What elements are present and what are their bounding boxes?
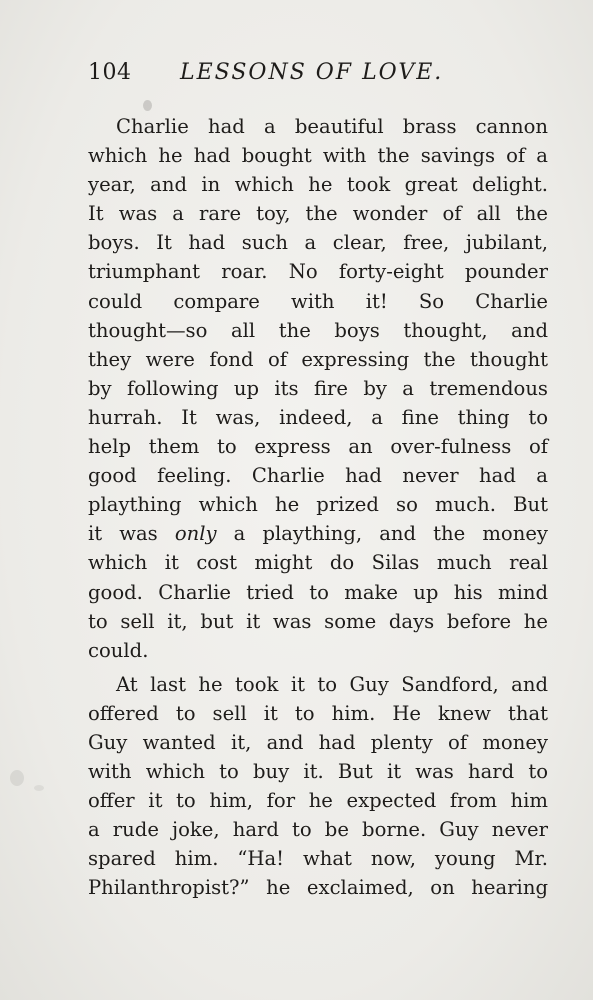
text-line: which it cost might do Silas much real <box>88 551 548 575</box>
text-line: spared him. “Ha! what now, young Mr. <box>88 847 548 871</box>
text-line: triumphant roar. No forty-eight pounder <box>88 260 548 284</box>
text-line: good. Charlie tried to make up his mind <box>88 580 548 604</box>
paragraph-2 <box>88 670 548 903</box>
text-line: It was a rare toy, the wonder of all the <box>88 202 548 226</box>
text-line: offered to sell it to him. He knew that <box>88 701 548 725</box>
text-line: could. <box>88 638 149 662</box>
text-line: which he had bought with the savings of a <box>88 144 548 168</box>
text-line: year, and in which he took great delight. <box>88 173 548 197</box>
text-line-emphasis <box>88 519 548 548</box>
text-run: it was <box>88 522 175 546</box>
text-line: hurrah. It was, indeed, a fine thing to <box>88 405 548 429</box>
text-line: boys. It had such a clear, free, jubilant, <box>88 231 548 255</box>
body-text <box>88 112 548 903</box>
paper-speck <box>10 770 24 786</box>
text-line: Guy wanted it, and had plenty of money <box>88 730 548 754</box>
running-title: LESSONS OF LOVE. <box>180 60 444 85</box>
text-line: plaything which he prized so much. But <box>88 493 548 517</box>
text-line: help them to express an over-fulness of <box>88 435 548 459</box>
paper-speck <box>34 785 44 791</box>
text-line: by following up its fire by a tremendous <box>88 376 548 400</box>
text-line: a rude joke, hard to be borne. Guy never <box>88 818 548 842</box>
running-head <box>88 60 548 94</box>
text-line: could compare with it! So Charlie <box>88 289 548 313</box>
text-line: offer it to him, for he expected from him <box>88 789 548 813</box>
text-run: a plaything, and the money <box>216 522 548 546</box>
page-number: 104 <box>88 60 132 85</box>
text-line: At last he took it to Guy Sandford, and <box>116 672 548 696</box>
text-line: they were fond of expressing the thought <box>88 347 548 371</box>
text-line: to sell it, but it was some days before he <box>88 609 548 633</box>
text-line: Philanthropist?” he exclaimed, on hearing <box>88 876 548 900</box>
text-line: Charlie had a beautiful brass cannon <box>116 115 548 138</box>
text-line: good feeling. Charlie had never had a <box>88 464 548 488</box>
text-line: with which to buy it. But it was hard to <box>88 760 548 784</box>
emphasized-word: only <box>174 522 217 546</box>
paragraph-1 <box>88 112 548 665</box>
text-line: thought—so all the boys thought, and <box>88 318 548 342</box>
paper-speck <box>143 100 152 111</box>
